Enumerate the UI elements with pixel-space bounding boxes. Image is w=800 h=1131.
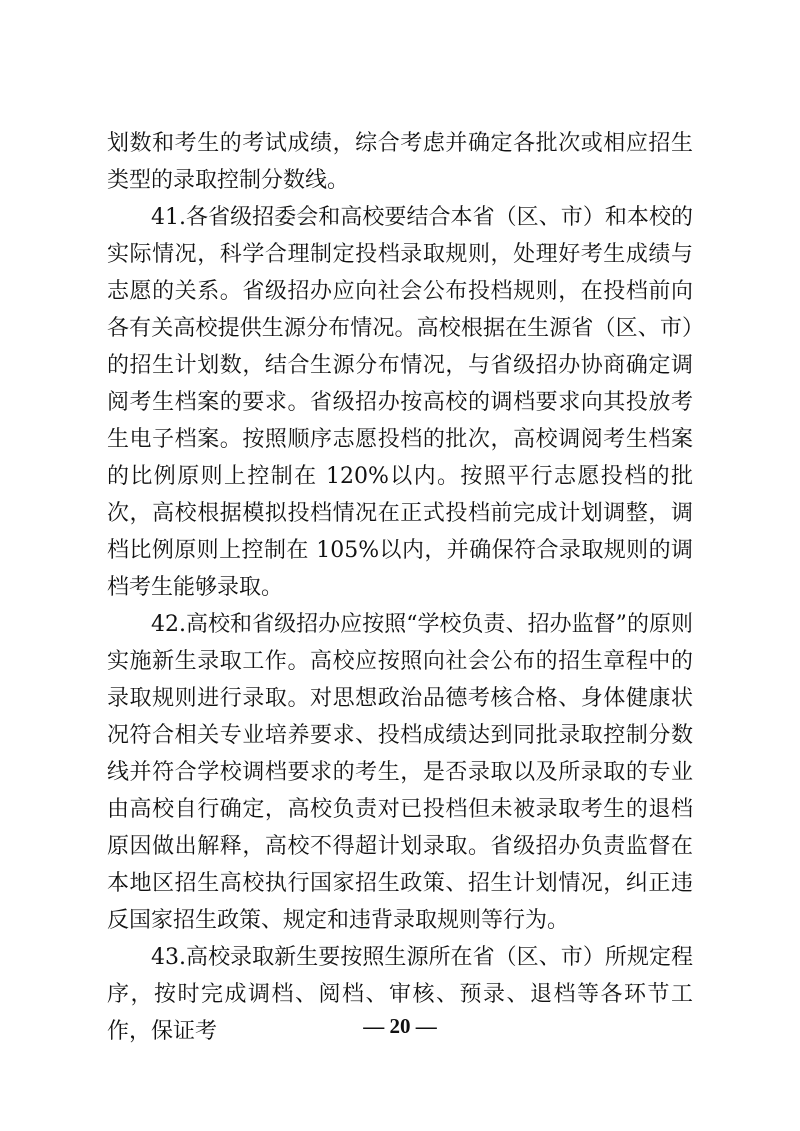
- paragraph-continuation: 划数和考生的考试成绩，综合考虑并确定各批次或相应招生类型的录取控制分数线。: [107, 131, 693, 193]
- paragraph-article-43: 43.高校录取新生要按照生源所在省（区、市）所规定程序，按时完成调档、阅档、审核、预录、退档等各环节工作，保证考: [107, 945, 693, 1044]
- paragraph-article-41: 41.各省级招委会和高校要结合本省（区、市）和本校的实际情况，科学合理制定投档录取规则，处理好考生成绩与志愿的关系。省级招办应向社会公布投档规则，在投档前向各有关高校提供生源分布情况。高校根据在生源省（区、市）的招生计划数，结合生源分布情况，与省级招办协商确定调阅考生档案的要求。省级招办按高校的调档要求向其投放考生电子档案。按照顺序志愿投档的批次，高校调阅考生档案的比例原则上控制在 120%以内。按照平行志愿投档的批次，高校根据模拟投档情况在正式投档前完成计划调整，调档比例原则上控制在 105%以内，并确保符合录取规则的调档考生能够录取。: [107, 205, 693, 600]
- paragraph-article-42: 42.高校和省级招办应按照“学校负责、招办监督”的原则实施新生录取工作。高校应按照向社会公布的招生章程中的录取规则进行录取。对思想政治品德考核合格、身体健康状况符合相关专业培养要求、投档成绩达到同批录取控制分数线并符合学校调档要求的考生，是否录取以及所录取的专业由高校自行确定，高校负责对已投档但未被录取考生的退档原因做出解释，高校不得超计划录取。省级招办负责监督在本地区招生高校执行国家招生政策、招生计划情况，纠正违反国家招生政策、规定和违背录取规则等行为。: [107, 612, 693, 933]
- page-number: — 20 —: [363, 1014, 437, 1038]
- body-text: [107, 125, 693, 1050]
